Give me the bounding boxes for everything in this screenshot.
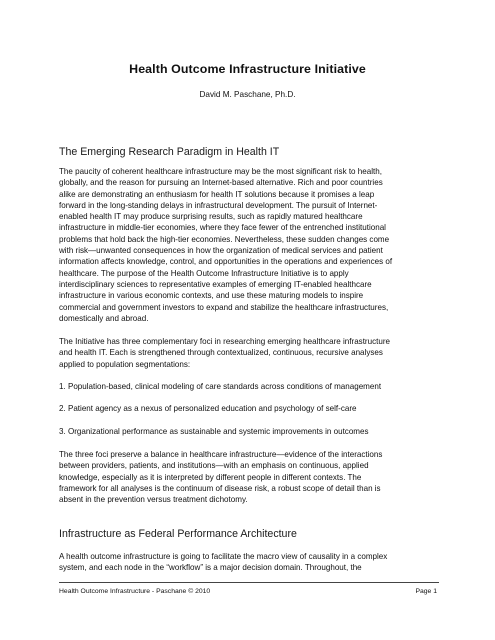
text-line: infrastructure in middle-tier economies, where they face fewer of the entrenched institutional	[59, 223, 386, 233]
text-line: The three foci preserve a balance in healthcare infrastructure—evidence of the interactions	[59, 450, 383, 459]
text-line: domestically and abroad.	[59, 313, 149, 323]
text-line: with risk—unwanted consequences in how the organization of medical services and patient	[59, 246, 383, 256]
text-line: 1. Population-based, clinical modeling of care standards across conditions of management	[59, 382, 382, 391]
list-item	[59, 426, 439, 437]
paragraph	[59, 551, 439, 574]
text-line: knowledge, especially as it is interpreted by different people in different contexts. The	[59, 472, 362, 482]
text-line: system, and each node in the “workflow” is a major decision domain. Throughout, the	[59, 563, 362, 573]
list-item	[59, 381, 439, 392]
text-line: information affects knowledge, control, and opportunities in the operations and experiences of	[59, 257, 393, 267]
text-line: 2. Patient agency as a nexus of personalized education and psychology of self-care	[59, 404, 357, 413]
text-line: A health outcome infrastructure is going to facilitate the macro view of causality in a complex	[59, 552, 388, 561]
section-heading: Infrastructure as Federal Performance Architecture	[59, 528, 297, 540]
paragraph	[59, 166, 439, 324]
text-line: between providers, patients, and institutions—with an emphasis on continuous, applied	[59, 461, 369, 471]
text-line: healthcare. The purpose of the Health Outcome Infrastructure Initiative is to apply	[59, 268, 349, 278]
text-line: interdisciplinary sciences to representative examples of emerging IT-enabled healthcare	[59, 279, 372, 289]
text-line: The Initiative has three complementary foci in researching emerging healthcare infrastructure	[59, 337, 390, 346]
text-line: forward in the long-standing delays in infrastructural development. The pursuit of Internet-	[59, 200, 378, 210]
list-item	[59, 403, 439, 414]
paragraph	[59, 336, 439, 370]
footer-divider	[59, 582, 439, 583]
section-heading: The Emerging Research Paradigm in Health IT	[59, 146, 280, 158]
paragraph	[59, 449, 439, 505]
text-line: enabled health IT may produce surprising results, such as rapidly matured healthcare	[59, 212, 363, 222]
document-title: Health Outcome Infrastructure Initiative	[129, 62, 366, 76]
page-number: Page 1	[415, 588, 437, 595]
text-line: 3. Organizational performance as sustainable and systemic improvements in outcomes	[59, 427, 369, 436]
text-line: applied to population segmentations:	[59, 359, 191, 369]
text-line: absent in the prevention versus treatment dichotomy.	[59, 495, 248, 505]
text-line: infrastructure in various economic contexts, and use these maturing models to inspire	[59, 291, 364, 301]
text-line: globally, and the reason for pursuing an Internet-based alternative. Rich and poor countries	[59, 178, 383, 188]
text-line: and health IT. Each is strengthened through contextualized, continuous, recursive analyses	[59, 348, 383, 358]
text-line: alike are demonstrating an enthusiasm for health IT solutions because it promises a leap	[59, 189, 375, 199]
text-line: commercial and government investors to expand and stabilize the healthcare infrastructures,	[59, 302, 389, 312]
text-line: The paucity of coherent healthcare infrastructure may be the most significant risk to health,	[59, 167, 382, 176]
document-author: David M. Paschane, Ph.D.	[199, 90, 296, 99]
text-line: framework for all analyses is the continuum of disease risk, a robust scope of detail than is	[59, 483, 381, 493]
text-line: problems that hold back the high-tier economies. Nevertheless, these sudden changes come	[59, 234, 390, 244]
footer-text: Health Outcome Infrastructure - Paschane © 2010	[59, 588, 211, 595]
